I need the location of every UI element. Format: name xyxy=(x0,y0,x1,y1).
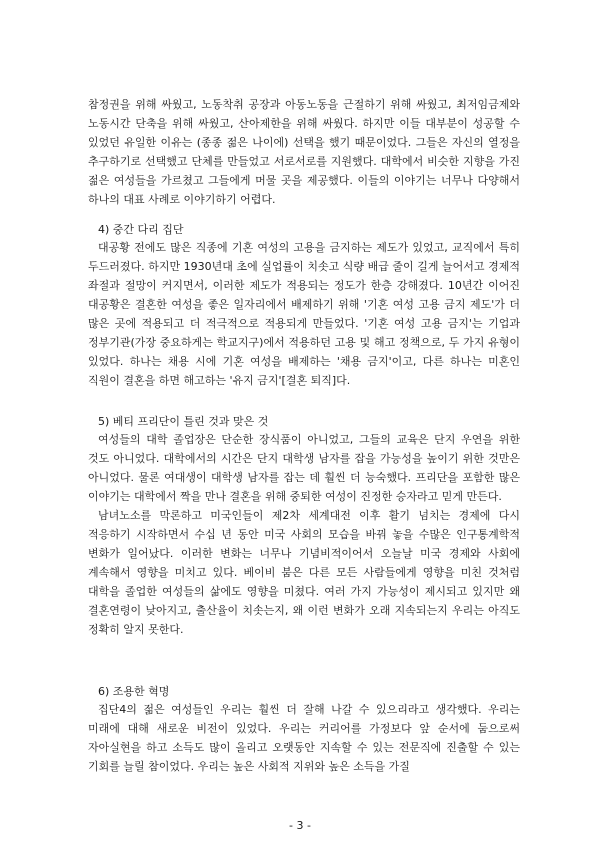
section-5-paragraph-2: 남녀노소를 막론하고 미국인들이 제2차 세계대전 이후 활기 넘치는 경제에 다시 적응하기 시작하면서 수십 년 동안 미국 사회의 모습을 바꿔 놓을 수많은 인구통계학적 변화가 일어났다. 이러한 변화는 너무나 기념비적이어서 오늘날 미국 경제와 사회에 계속해서 영향을 미치고 있다. 베이비 붐은 다른 모든 사람들에게 영향을 미친 것처럼 대학을 졸업한 여성들의 삶에도 영향을 미쳤다. 여러 가지 가능성이 제시되고 있지만 왜 결혼연령이 낮아지고, 출산율이 치솟는지, 왜 이런 변화가 오래 지속되는지 우리는 아직도 정확히 알지 못한다. xyxy=(88,509,520,636)
section-6-heading: 6) 조용한 혁명 xyxy=(98,685,170,698)
section-5-body xyxy=(88,430,520,639)
intro-paragraph-block xyxy=(88,95,520,209)
section-6-paragraph: 집단4의 젊은 여성들인 우리는 훨씬 더 잘해 나갈 수 있으리라고 생각했다. 우리는 미래에 대해 새로운 비전이 있었다. 우리는 커리어를 가정보다 앞 순서에 둠으로써 자아실현을 하고 소득도 많이 올리고 오랫동안 지속할 수 있는 전문직에 진출할 수 있는 기회를 늘릴 참이었다. 우리는 높은 사회적 지위와 높은 소득을 가질 xyxy=(88,703,520,773)
section-4-body xyxy=(88,238,520,390)
section-6-body xyxy=(88,700,520,776)
section-4-paragraph: 대공황 전에도 많은 직종에 기혼 여성의 고용을 금지하는 제도가 있었고, 교직에서 특히 두드러졌다. 하지만 1930년대 초에 실업률이 치솟고 식량 배급 줄이 길게 늘어서고 경제적 좌절과 절망이 커지면서, 이러한 제도가 적용되는 정도가 한층 강해졌다. 10년간 이어진 대공황은 결혼한 여성을 좋은 일자리에서 배제하기 위해 '기혼 여성 고용 금지 제도'가 더 많은 곳에 적용되고 더 적극적으로 적용되게 만들었다. '기혼 여성 고용 금지'는 기업과 정부기관(가장 중요하게는 학교지구)에서 적용하던 고용 및 해고 정책으로, 두 가지 유형이 있었다. 하나는 채용 시에 기혼 여성을 배제하는 '채용 금지'이고, 다른 하나는 미혼인 직원이 결혼을 하면 해고하는 '유지 금지'[결혼 퇴직]다. xyxy=(88,241,520,387)
page-number: - 3 - xyxy=(289,819,311,832)
section-5-heading: 5) 베티 프리단이 틀린 것과 맞은 것 xyxy=(98,415,269,428)
section-5-paragraph-1: 여성들의 대학 졸업장은 단순한 장식품이 아니었고, 그들의 교육은 단지 우연을 위한 것도 아니었다. 대학에서의 시간은 단지 대학생 남자를 잡을 가능성을 높이기 위한 것만은 아니었다. 물론 여대생이 대학생 남자를 잡는 데 훨씬 더 능숙했다. 프리단을 포함한 많은 이야기는 대학에서 짝을 만나 결혼을 위해 중퇴한 여성이 진정한 승자라고 믿게 만든다. xyxy=(88,433,520,503)
intro-paragraph: 참정권을 위해 싸웠고, 노동착취 공장과 아동노동을 근절하기 위해 싸웠고, 최저임금제와 노동시간 단축을 위해 싸웠고, 산아제한을 위해 싸웠다. 하지만 이들 대부분이 성공할 수 있었던 유일한 이유는 (종종 젊은 나이에) 선택을 했기 때문이었다. 그들은 자신의 열정을 추구하기로 선택했고 단체를 만들었고 서로서로를 지원했다. 대학에서 비슷한 지향을 가진 젊은 여성들을 가르쳤고 그들에게 머물 곳을 제공했다. 이들의 이야기는 너무나 다양해서 하나의 대표 사례로 이야기하기 어렵다. xyxy=(88,98,520,206)
section-4-heading: 4) 중간 다리 집단 xyxy=(98,223,184,236)
